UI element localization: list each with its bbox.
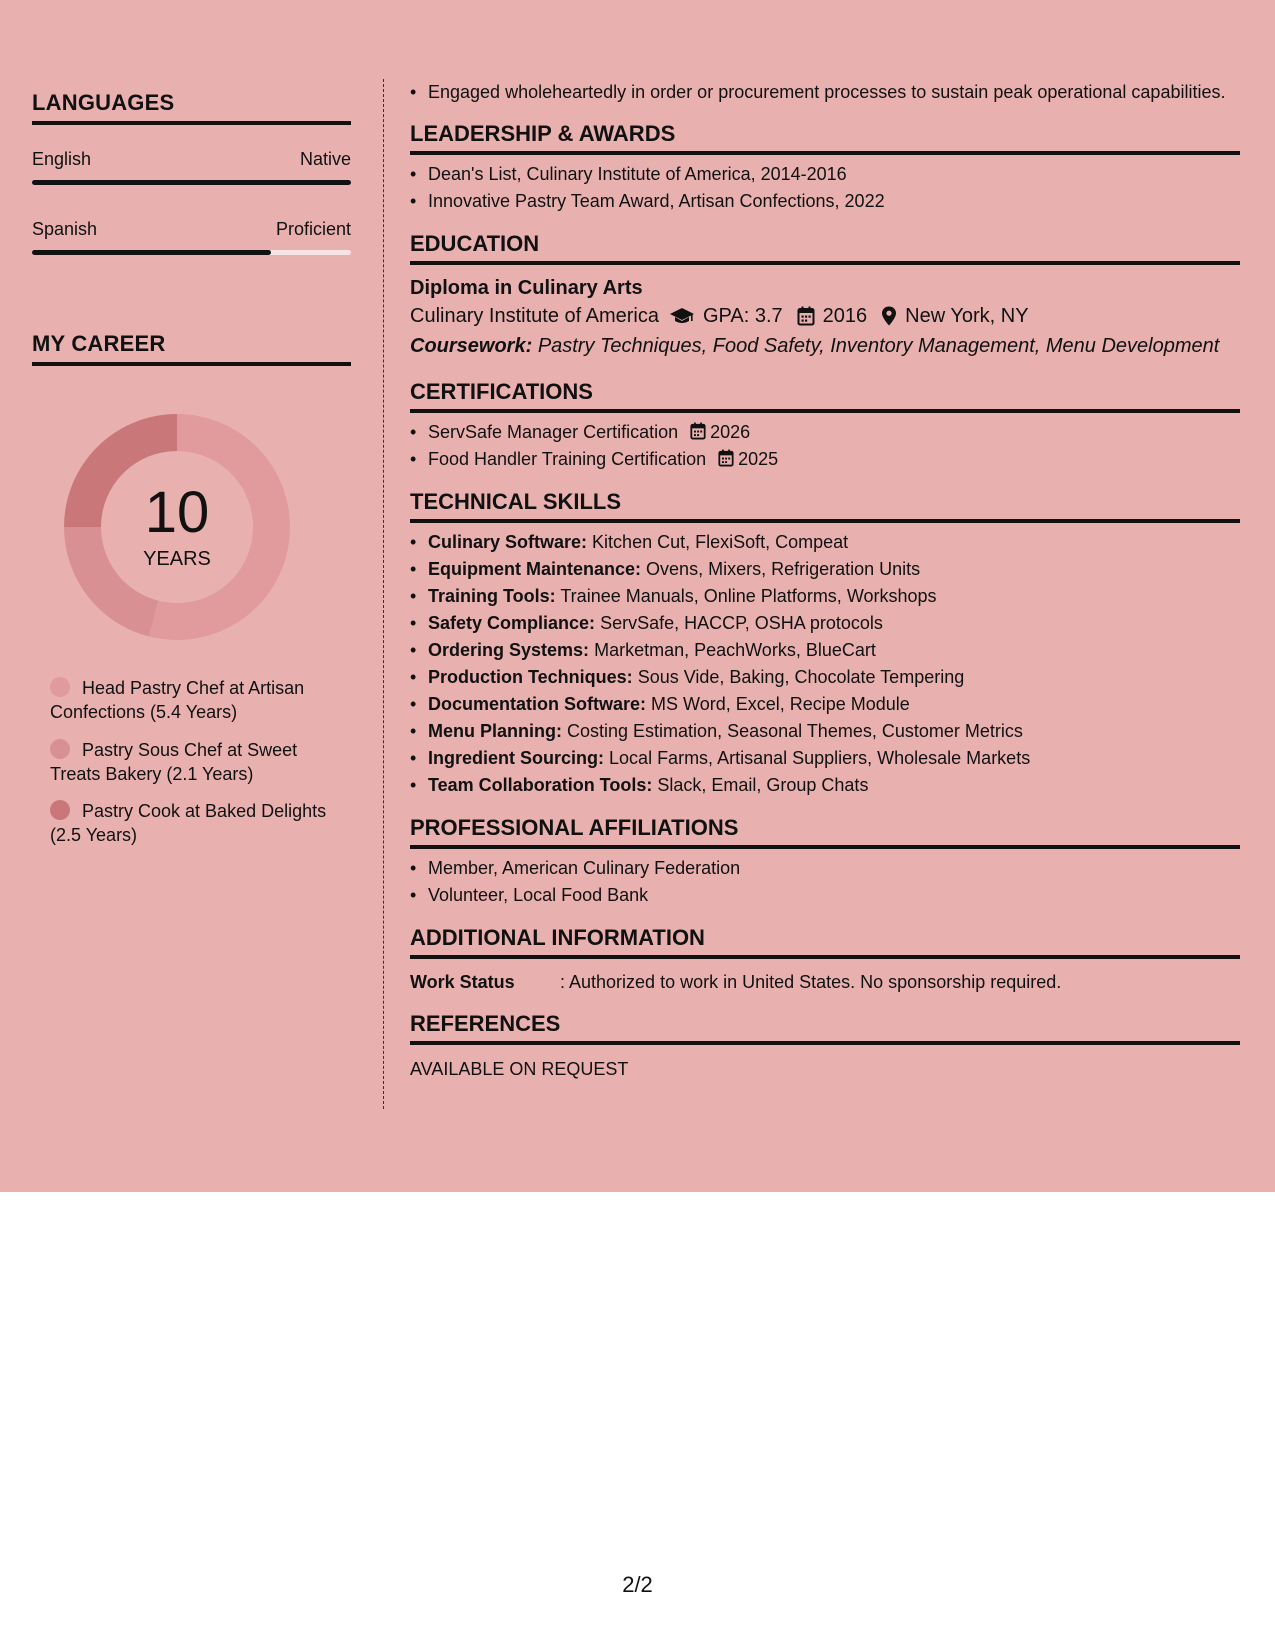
language-level-fill (32, 180, 351, 185)
language-name: English (32, 149, 92, 169)
career-donut-chart (62, 412, 292, 642)
education-school: Culinary Institute of America (410, 305, 659, 327)
language-level: Proficient (275, 219, 351, 239)
legend-dot-icon (50, 677, 70, 697)
section-rule (410, 151, 1240, 155)
work-status-row (410, 969, 1240, 995)
career-years-unit: YEARS (143, 547, 211, 570)
certification-name: Food Handler Training Certification (428, 449, 707, 469)
career-legend-label: Head Pastry Chef at Artisan Confections (5.4 Years) (50, 678, 305, 722)
career-rule (32, 362, 351, 366)
list-item: • Innovative Pastry Team Award, Artisan Confections, 2022 (410, 188, 1240, 215)
section-rule (410, 845, 1240, 849)
references-text: AVAILABLE ON REQUEST (410, 1059, 629, 1079)
career-legend-label: Pastry Sous Chef at Sweet Treats Bakery (2.1 Years) (50, 740, 298, 784)
list-item: • Dean's List, Culinary Institute of America, 2014-2016 (410, 161, 1240, 188)
education-section (410, 231, 1240, 361)
list-item: • Menu Planning: Costing Estimation, Seasonal Themes, Customer Metrics (410, 718, 1240, 745)
affiliations-heading: PROFESSIONAL AFFILIATIONS (410, 815, 739, 840)
education-details (410, 301, 1240, 331)
career-legend-item (50, 676, 340, 724)
list-item: • Production Techniques: Sous Vide, Baking, Chocolate Tempering (410, 664, 1240, 691)
list-item: • Ingredient Sourcing: Local Farms, Artisanal Suppliers, Wholesale Markets (410, 745, 1240, 772)
career-total-years: 10 (144, 479, 210, 545)
career-legend-item (50, 738, 340, 786)
list-item: • Volunteer, Local Food Bank (410, 882, 1240, 909)
leadership-heading: LEADERSHIP & AWARDS (410, 121, 676, 146)
work-status-label: Work Status (410, 972, 515, 992)
legend-dot-icon (50, 800, 70, 820)
language-level-fill (32, 250, 271, 255)
education-heading: EDUCATION (410, 231, 540, 256)
section-rule (410, 955, 1240, 959)
left-column (32, 92, 351, 366)
calendar-icon (690, 422, 706, 440)
education-year: 2016 (822, 305, 868, 327)
list-item: • Engaged wholeheartedly in order or procurement processes to sustain peak operational capabilities. (410, 80, 1240, 105)
map-pin-icon (881, 306, 897, 326)
language-level: Native (299, 149, 351, 169)
list-item: • Team Collaboration Tools: Slack, Email, Group Chats (410, 772, 1240, 799)
references-heading: REFERENCES (410, 1011, 561, 1036)
education-degree: Diploma in Culinary Arts (410, 277, 643, 299)
list-item: • Culinary Software: Kitchen Cut, FlexiSoft, Compeat (410, 529, 1240, 556)
education-coursework (410, 331, 1240, 361)
section-rule (410, 409, 1240, 413)
list-item: • Training Tools: Trainee Manuals, Online Platforms, Workshops (410, 583, 1240, 610)
column-divider (383, 79, 384, 1109)
certification-year: 2025 (738, 449, 779, 469)
experience-tail-list (410, 80, 1240, 105)
certification-name: ServSafe Manager Certification (428, 422, 679, 442)
languages-heading: LANGUAGES (32, 90, 175, 115)
affiliations-section (410, 815, 1240, 909)
languages-section (32, 92, 351, 255)
languages-rule (32, 121, 351, 125)
graduation-cap-icon (669, 306, 695, 326)
certifications-heading: CERTIFICATIONS (410, 379, 593, 404)
legend-dot-icon (50, 739, 70, 759)
language-name: Spanish (32, 219, 98, 239)
language-item-spanish (32, 219, 351, 255)
page-number: 2/2 (622, 1572, 653, 1597)
additional-heading: ADDITIONAL INFORMATION (410, 925, 705, 950)
language-item-english (32, 149, 351, 185)
additional-section (410, 925, 1240, 995)
language-level-bar (32, 180, 351, 185)
career-heading: MY CAREER (32, 331, 166, 356)
list-item: • Documentation Software: MS Word, Excel, Recipe Module (410, 691, 1240, 718)
certification-year: 2026 (710, 422, 751, 442)
skills-heading: TECHNICAL SKILLS (410, 489, 622, 514)
list-item (410, 446, 1240, 473)
list-item: • Safety Compliance: ServSafe, HACCP, OSHA protocols (410, 610, 1240, 637)
coursework-label: Coursework: (410, 335, 533, 357)
skills-section (410, 489, 1240, 799)
certifications-section (410, 379, 1240, 473)
list-item: • Equipment Maintenance: Ovens, Mixers, Refrigeration Units (410, 556, 1240, 583)
references-section (410, 1011, 1240, 1080)
section-rule (410, 519, 1240, 523)
list-item: • Member, American Culinary Federation (410, 855, 1240, 882)
section-rule (410, 1041, 1240, 1045)
section-rule (410, 261, 1240, 265)
right-column (410, 80, 1240, 1080)
leadership-section (410, 121, 1240, 215)
calendar-icon (718, 449, 734, 467)
list-item: • Ordering Systems: Marketman, PeachWorks, BlueCart (410, 637, 1240, 664)
education-gpa: GPA: 3.7 (703, 305, 783, 327)
list-item (410, 419, 1240, 446)
calendar-icon (797, 306, 815, 326)
career-legend-label: Pastry Cook at Baked Delights (2.5 Years) (50, 801, 327, 845)
career-legend-item (50, 799, 340, 847)
career-section (32, 333, 351, 366)
work-status-value: : Authorized to work in United States. No sponsorship required. (560, 972, 1062, 992)
education-location: New York, NY (905, 305, 1029, 327)
language-level-bar (32, 250, 351, 255)
coursework-list: Pastry Techniques, Food Safety, Inventory Management, Menu Development (537, 335, 1220, 357)
